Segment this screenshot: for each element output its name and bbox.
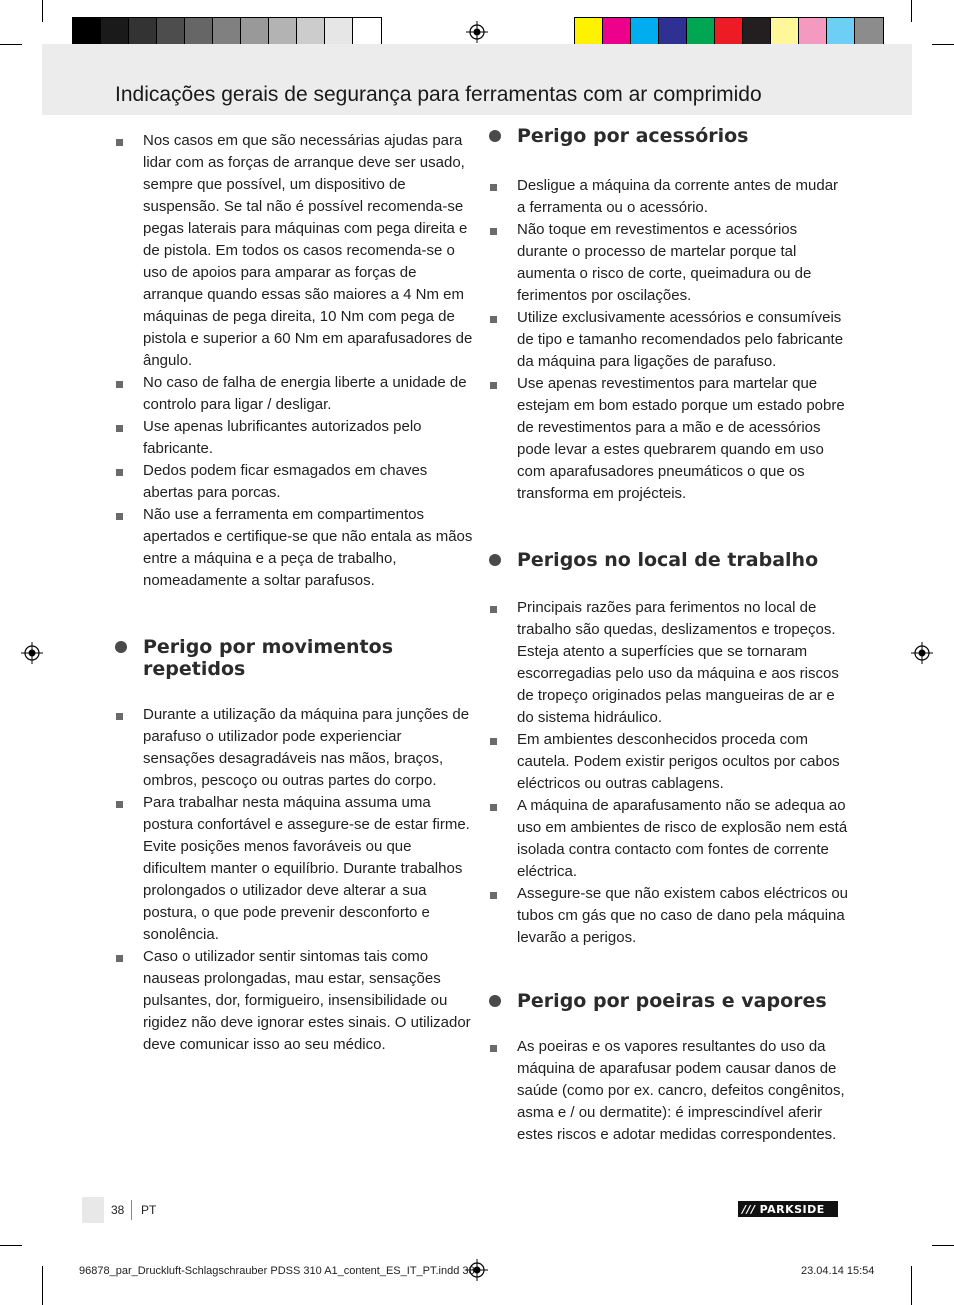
list-item xyxy=(489,795,849,883)
crop-mark xyxy=(932,1245,954,1246)
square-bullet-icon xyxy=(490,738,497,745)
list-item-text: Principais razões para ferimentos no local de trabalho são quedas, deslizamentos e tropeços. Esteja atento a superfícies que se tornaram escorregadias pelo uso da máquina e aos riscos de tropeço originados pelas mangueiras de ar e do sistema hidráulico. xyxy=(517,599,839,726)
workplace-list xyxy=(489,597,849,949)
list-item xyxy=(489,307,849,373)
registration-mark-icon xyxy=(21,642,43,664)
color-swatch xyxy=(715,18,743,46)
list-item-text: Não toque em revestimentos e acessórios durante o processo de martelar porque tal aumenta o risco de corte, queimadura ou de ferimentos por oscilações. xyxy=(517,221,812,304)
section-title-accessories xyxy=(489,125,849,147)
list-item xyxy=(115,460,475,504)
slug-filename: 96878_par_Druckluft-Schlagschrauber PDSS 310 A1_content_ES_IT_PT.indd 38 xyxy=(79,1265,475,1277)
list-item-text: Em ambientes desconhecidos proceda com cautela. Podem existir perigos ocultos por cabos eléctricos ou outras cablagens. xyxy=(517,731,840,792)
square-bullet-icon xyxy=(490,382,497,389)
list-item xyxy=(115,372,475,416)
crop-mark xyxy=(911,0,912,22)
list-item xyxy=(489,883,849,949)
list-item-text: A máquina de aparafusamento não se adequa ao uso em ambientes de risco de explosão nem está isolada contra contacto com fontes de corrente eléctrica. xyxy=(517,797,848,880)
color-swatch xyxy=(353,18,381,46)
list-item-text: No caso de falha de energia liberte a unidade de controlo para ligar / desligar. xyxy=(143,374,467,413)
color-swatch xyxy=(325,18,353,46)
safety-list xyxy=(115,130,475,592)
section-title-text: Perigo por acessórios xyxy=(517,125,749,147)
list-item-text: Assegure-se que não existem cabos eléctricos ou tubos cm gás que no caso de dano pela máquina levarão a perigos. xyxy=(517,885,849,946)
list-item xyxy=(115,704,475,792)
section-title-workplace xyxy=(489,549,849,571)
square-bullet-icon xyxy=(116,469,123,476)
color-swatch xyxy=(575,18,603,46)
color-swatch xyxy=(297,18,325,46)
color-swatch xyxy=(101,18,129,46)
list-item-text: Para trabalhar nesta máquina assuma uma postura confortável e assegure-se de estar firme. Evite posições menos favoráveis ou que dificultem manter o equilíbrio. Durante trabalhos prolongados o utilizador deve alterar a sua postura, o que pode prevenir desconforto e sonolência. xyxy=(143,794,470,943)
slug-date: 23.04.14 15:54 xyxy=(801,1265,875,1277)
list-item-text: Caso o utilizador sentir sintomas tais como nauseas prolongadas, mau estar, sensações pulsantes, dor, formigueiro, insensibilidade ou rigidez não deve ignorar estes sinais. O utilizador deve comunicar isso ao seu médico. xyxy=(143,948,471,1053)
color-swatch xyxy=(631,18,659,46)
grayscale-calibration-bar xyxy=(72,17,382,47)
crop-mark xyxy=(0,44,22,45)
list-item-text: Use apenas revestimentos para martelar que estejam em bom estado porque um estado pobre de revestimentos para a mão e de acessórios pode levar a estes quebrarem quando em uso com aparafusadores pneumáticos o que os transforma em projécteis. xyxy=(517,375,845,502)
list-item xyxy=(489,1036,849,1146)
color-swatch xyxy=(73,18,101,46)
color-swatch xyxy=(129,18,157,46)
crop-mark xyxy=(42,1266,43,1305)
registration-mark-icon xyxy=(911,642,933,664)
square-bullet-icon xyxy=(116,139,123,146)
section-title-text: Perigos no local de trabalho xyxy=(517,549,819,571)
section-title-text: Perigo por poeiras e vapores xyxy=(517,990,827,1012)
color-swatch xyxy=(603,18,631,46)
section-title-dust-vapours xyxy=(489,990,849,1012)
color-swatch xyxy=(269,18,297,46)
list-item-text: Dedos podem ficar esmagados em chaves abertas para porcas. xyxy=(143,462,428,501)
crop-mark xyxy=(911,1266,912,1305)
logo-slashes: /// xyxy=(742,1202,756,1216)
list-item xyxy=(489,729,849,795)
list-item xyxy=(115,504,475,592)
crop-mark xyxy=(932,44,954,45)
list-item xyxy=(115,946,475,1056)
square-bullet-icon xyxy=(490,606,497,613)
dust-vapours-list xyxy=(489,1036,849,1146)
page-title: Indicações gerais de segurança para ferramentas com ar comprimido xyxy=(115,83,762,106)
left-column xyxy=(115,130,475,1056)
crop-mark xyxy=(0,1245,22,1246)
list-item-text: Durante a utilização da máquina para junções de parafuso o utilizador pode experienciar sensações desagradáveis nas mãos, braços, ombros, pescoço ou outras partes do corpo. xyxy=(143,706,470,789)
list-item xyxy=(489,175,849,219)
color-swatch xyxy=(855,18,883,46)
list-item xyxy=(489,219,849,307)
list-item-text: Utilize exclusivamente acessórios e consumíveis de tipo e tamanho recomendados pelo fabricante da máquina para ligações de parafuso. xyxy=(517,309,844,370)
list-item-text: Não use a ferramenta em compartimentos apertados e certifique-se que não entala as mãos entre a máquina e a peça de trabalho, nomeadamente a soltar parafusos. xyxy=(143,506,473,589)
square-bullet-icon xyxy=(490,316,497,323)
section-bullet-icon xyxy=(489,995,501,1007)
list-item xyxy=(489,373,849,505)
color-swatch xyxy=(157,18,185,46)
color-swatch xyxy=(213,18,241,46)
section-title-repetitive-movements xyxy=(115,636,475,680)
crop-mark xyxy=(42,0,43,22)
square-bullet-icon xyxy=(490,892,497,899)
square-bullet-icon xyxy=(116,513,123,520)
page-separator xyxy=(131,1200,132,1220)
color-swatch xyxy=(659,18,687,46)
square-bullet-icon xyxy=(490,228,497,235)
section-bullet-icon xyxy=(489,554,501,566)
color-calibration-bar xyxy=(574,17,884,47)
color-swatch xyxy=(241,18,269,46)
color-swatch xyxy=(827,18,855,46)
registration-mark-icon xyxy=(466,21,488,43)
color-swatch xyxy=(185,18,213,46)
logo-text: PARKSIDE xyxy=(759,1202,825,1216)
page-language: PT xyxy=(141,1203,157,1217)
list-item xyxy=(115,416,475,460)
color-swatch xyxy=(687,18,715,46)
right-column xyxy=(489,125,849,1146)
list-item-text: Desligue a máquina da corrente antes de mudar a ferramenta ou o acessório. xyxy=(517,177,839,216)
list-item-text: Use apenas lubrificantes autorizados pelo fabricante. xyxy=(143,418,422,457)
page-number-box xyxy=(82,1197,104,1223)
color-swatch xyxy=(743,18,771,46)
color-swatch xyxy=(799,18,827,46)
list-item xyxy=(489,597,849,729)
square-bullet-icon xyxy=(116,801,123,808)
list-item xyxy=(115,130,475,372)
list-item xyxy=(115,792,475,946)
square-bullet-icon xyxy=(116,713,123,720)
accessories-list xyxy=(489,175,849,505)
square-bullet-icon xyxy=(490,804,497,811)
list-item-text: As poeiras e os vapores resultantes do uso da máquina de aparafusar podem causar danos de saúde (como por ex. cancro, defeitos congênitos, asma e / ou dermatite): é imprescindível aferir estes riscos e adotar medidas correspondentes. xyxy=(517,1038,845,1143)
section-bullet-icon xyxy=(115,641,127,653)
square-bullet-icon xyxy=(116,955,123,962)
section-bullet-icon xyxy=(489,130,501,142)
square-bullet-icon xyxy=(116,381,123,388)
page-number: 38 xyxy=(111,1203,125,1217)
section-title-text: Perigo por movimentos repetidos xyxy=(143,636,394,680)
color-swatch xyxy=(771,18,799,46)
parkside-logo xyxy=(738,1201,838,1217)
square-bullet-icon xyxy=(116,425,123,432)
repetitive-movements-list xyxy=(115,704,475,1056)
list-item-text: Nos casos em que são necessárias ajudas para lidar com as forças de arranque deve ser usado, sempre que possível, um dispositivo de suspensão. Se tal não é possível recomenda-se pegas laterais para máquinas com pega direita e de pistola. Em todos os casos recomenda-se o uso de apoios para amparar as forças de arranque quando essas são maiores a 4 Nm em máquinas de pega direita, 10 Nm com pega de pistola e superior a 60 Nm em aparafusadores de ângulo. xyxy=(143,132,473,369)
square-bullet-icon xyxy=(490,1045,497,1052)
square-bullet-icon xyxy=(490,184,497,191)
